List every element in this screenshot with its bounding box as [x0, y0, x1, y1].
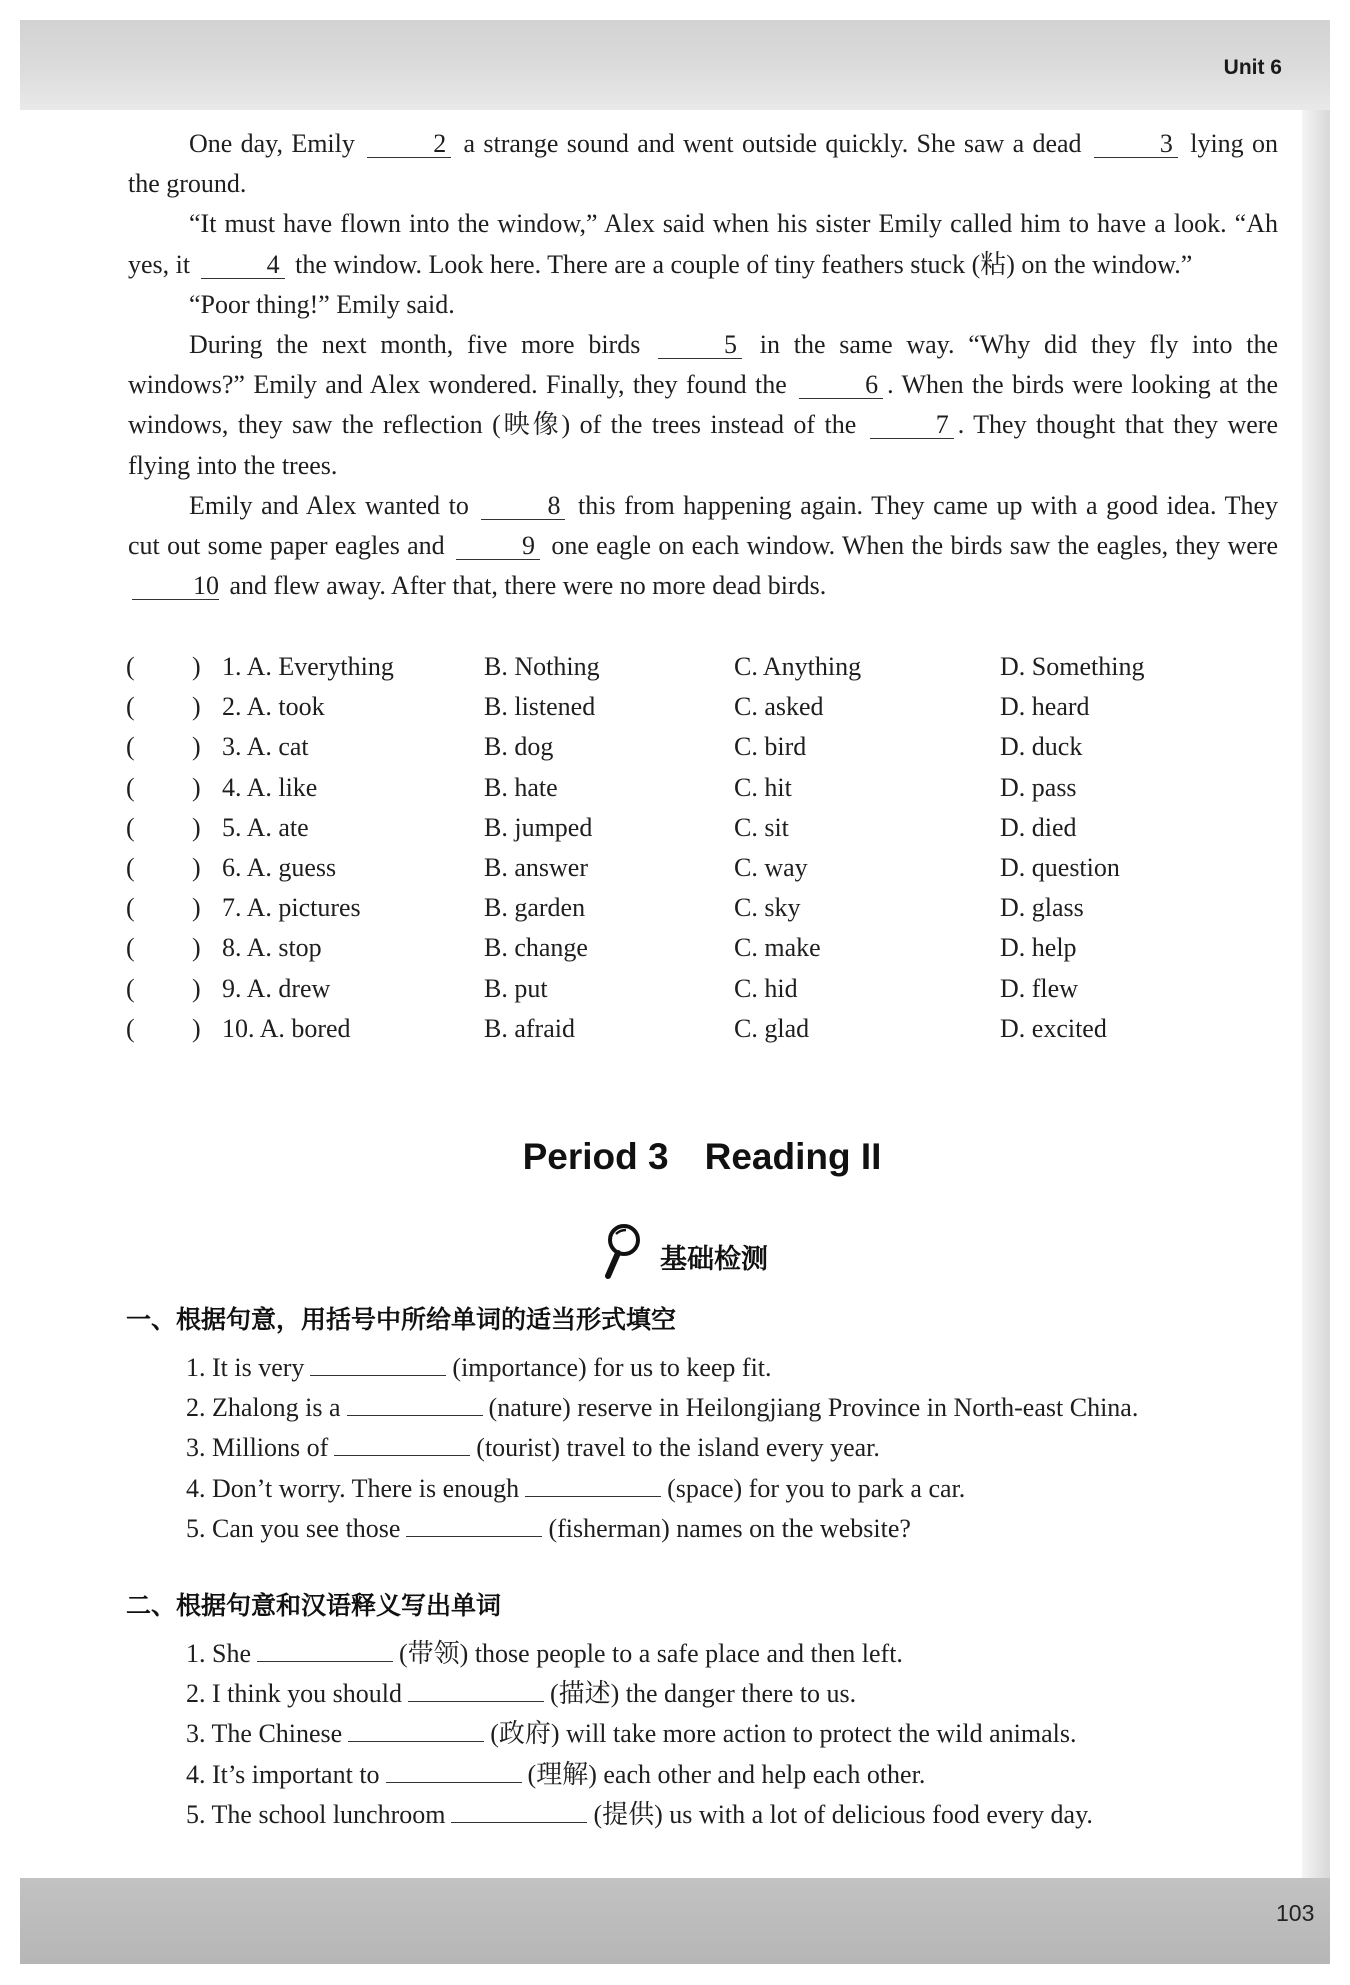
question-text: 1. She [186, 1639, 251, 1668]
option-row [126, 647, 1276, 687]
passage-paragraph [128, 486, 1278, 607]
option-b: B. change [484, 933, 588, 963]
answer-paren-close: ) [192, 772, 201, 802]
option-b: B. answer [484, 852, 588, 882]
option-d: D. Something [1000, 652, 1145, 681]
page-edge-shadow [1302, 110, 1330, 1878]
question-text: 4. It’s important to [186, 1759, 380, 1789]
answer-paren-close: ) [192, 933, 201, 963]
option-c: C. hit [734, 772, 792, 802]
passage-text: Emily and Alex wanted to [189, 490, 478, 520]
option-d: D. heard [1000, 692, 1090, 722]
section1-heading: 一、根据句意，用括号中所给单词的适当形式填空 [126, 1305, 677, 1334]
question-text: 3. Millions of [186, 1433, 329, 1463]
cloze-blank[interactable]: 7 [870, 412, 954, 439]
section2-questions [186, 1634, 1093, 1835]
passage-paragraph [128, 204, 1278, 284]
option-d: D. excited [1000, 1013, 1107, 1043]
option-row [126, 969, 1276, 1009]
period-subtitle: Reading II [704, 1136, 882, 1177]
question-hint: (space) for you to park a car. [667, 1473, 966, 1503]
answer-paren-open[interactable]: ( [126, 893, 135, 923]
passage-text: a strange sound and went outside quickly. She saw a dead [455, 129, 1090, 158]
page-number: 103 [1276, 1900, 1315, 1926]
section2-heading: 二、根据句意和汉语释义写出单词 [126, 1591, 502, 1620]
passage-text: in the same way. “Why did they fly into the windows?” Emily and Alex wondered. Finally, they found the [128, 330, 1278, 400]
option-a: 6. A. guess [222, 852, 337, 882]
question-line [186, 1388, 1138, 1428]
period-title [0, 1136, 1350, 1178]
answer-paren-close: ) [192, 852, 201, 882]
answer-paren-open[interactable]: ( [126, 852, 135, 882]
question-text: 5. The school lunchroom [186, 1799, 446, 1829]
question-text: 2. Zhalong is a [186, 1393, 341, 1423]
answer-paren-open[interactable]: ( [126, 812, 135, 842]
question-text: 5. Can you see those [186, 1513, 401, 1543]
passage-text: and flew away. After that, there were no more dead birds. [223, 571, 827, 601]
cloze-blank[interactable]: 9 [456, 533, 540, 560]
answer-blank[interactable] [334, 1433, 470, 1456]
header-band [20, 20, 1330, 110]
option-c: C. glad [734, 1013, 810, 1043]
option-a: 2. A. took [222, 692, 325, 722]
basic-check-title [602, 1220, 768, 1280]
answer-blank[interactable] [348, 1719, 484, 1742]
option-a: 3. A. cat [222, 732, 309, 762]
answer-paren-open[interactable]: ( [126, 732, 135, 762]
option-a: 1. A. Everything [222, 652, 394, 681]
question-text: 4. Don’t worry. There is enough [186, 1473, 520, 1503]
option-d: D. glass [1000, 893, 1084, 923]
cloze-blank[interactable]: 5 [658, 332, 742, 359]
option-a: 9. A. drew [222, 973, 331, 1003]
answer-paren-open[interactable]: ( [126, 933, 135, 963]
answer-paren-close: ) [192, 652, 201, 681]
option-a: 4. A. like [222, 772, 318, 802]
cloze-blank[interactable]: 2 [367, 131, 451, 158]
passage-text: one eagle on each window. When the birds saw the eagles, they were [544, 531, 1278, 561]
cloze-options [126, 647, 1276, 1049]
passage-paragraph [128, 285, 1278, 325]
answer-blank[interactable] [257, 1639, 393, 1662]
option-d: D. duck [1000, 732, 1083, 762]
answer-blank[interactable] [408, 1679, 544, 1702]
question-line [186, 1348, 1138, 1388]
option-row [126, 888, 1276, 928]
question-line [186, 1755, 1093, 1795]
option-a: 8. A. stop [222, 933, 322, 963]
passage-text: . They thought that they were flying into the trees. [128, 410, 1278, 480]
question-text: 2. I think you should [186, 1679, 402, 1709]
answer-paren-open[interactable]: ( [126, 652, 135, 681]
passage-text: lying on the ground. [128, 129, 1278, 199]
option-b: B. hate [484, 772, 558, 802]
question-hint: (带领) those people to a safe place and then left. [399, 1639, 903, 1668]
answer-blank[interactable] [386, 1760, 522, 1783]
option-c: C. Anything [734, 652, 862, 681]
answer-blank[interactable] [451, 1800, 587, 1823]
answer-paren-close: ) [192, 1013, 201, 1043]
answer-paren-open[interactable]: ( [126, 973, 135, 1003]
option-row [126, 1009, 1276, 1049]
section1-questions [186, 1348, 1138, 1549]
question-hint: (理解) each other and help each other. [527, 1759, 926, 1789]
question-hint: (fisherman) names on the website? [548, 1513, 911, 1543]
passage-text: “It must have flown into the window,” Alex said when his sister Emily called him to have a look. “Ah yes, it [128, 209, 1278, 279]
option-a: 7. A. pictures [222, 893, 361, 923]
option-c: C. sit [734, 812, 789, 842]
option-row [126, 848, 1276, 888]
question-line [186, 1469, 1138, 1509]
option-a: 10. A. bored [222, 1013, 351, 1043]
passage-text: During the next month, five more birds [189, 330, 655, 360]
option-d: D. question [1000, 852, 1120, 882]
question-line [186, 1795, 1093, 1835]
option-row [126, 727, 1276, 767]
answer-paren-open[interactable]: ( [126, 772, 135, 802]
question-hint: (政府) will take more action to protect the wild animals. [490, 1719, 1077, 1749]
option-c: C. way [734, 852, 808, 882]
unit-label: Unit 6 [1223, 56, 1282, 79]
option-a: 5. A. ate [222, 812, 309, 842]
option-c: C. sky [734, 893, 801, 923]
option-b: B. put [484, 973, 548, 1003]
option-b: B. Nothing [484, 652, 600, 681]
option-b: B. garden [484, 893, 586, 923]
cloze-blank[interactable]: 8 [481, 493, 565, 520]
question-line [186, 1509, 1138, 1549]
answer-paren-close: ) [192, 692, 201, 722]
option-row [126, 768, 1276, 808]
question-text: 3. The Chinese [186, 1719, 343, 1749]
option-d: D. died [1000, 812, 1077, 842]
option-c: C. bird [734, 732, 807, 762]
question-hint: (nature) reserve in Heilongjiang Province in North-east China. [488, 1393, 1139, 1423]
question-hint: (提供) us with a lot of delicious food every day. [593, 1799, 1093, 1829]
answer-paren-close: ) [192, 812, 201, 842]
passage-text: . When the birds were looking at the windows, they saw the reflection (映像) of the trees instead of the [128, 370, 1278, 440]
answer-paren-open[interactable]: ( [126, 692, 135, 722]
option-row [126, 808, 1276, 848]
option-c: C. hid [734, 973, 798, 1003]
option-b: B. jumped [484, 812, 593, 842]
option-b: B. listened [484, 692, 596, 722]
answer-paren-close: ) [192, 973, 201, 1003]
cloze-blank[interactable]: 3 [1094, 131, 1178, 158]
question-hint: (importance) for us to keep fit. [452, 1353, 772, 1382]
period-number: Period 3 [522, 1136, 669, 1177]
passage-text: the window. Look here. There are a couple of tiny feathers stuck (粘) on the window.” [288, 249, 1193, 279]
passage-paragraph [128, 325, 1278, 486]
option-d: D. flew [1000, 973, 1078, 1003]
option-row [126, 928, 1276, 968]
answer-blank[interactable] [310, 1353, 446, 1376]
option-b: B. afraid [484, 1013, 575, 1043]
answer-blank[interactable] [406, 1514, 542, 1537]
answer-paren-close: ) [192, 732, 201, 762]
passage-text: One day, Emily [189, 129, 364, 158]
answer-blank[interactable] [525, 1474, 661, 1497]
cloze-blank[interactable]: 10 [132, 573, 219, 600]
footer-band [20, 1878, 1330, 1964]
cloze-blank[interactable]: 6 [799, 372, 883, 399]
question-line [186, 1634, 1093, 1674]
question-text: 1. It is very [186, 1353, 305, 1382]
question-line [186, 1674, 1093, 1714]
answer-blank[interactable] [347, 1393, 483, 1416]
option-d: D. help [1000, 933, 1077, 963]
magnifier-icon [602, 1222, 646, 1280]
answer-paren-close: ) [192, 893, 201, 923]
answer-paren-open[interactable]: ( [126, 1013, 135, 1043]
option-c: C. asked [734, 692, 824, 722]
option-d: D. pass [1000, 772, 1077, 802]
option-b: B. dog [484, 732, 554, 762]
question-hint: (tourist) travel to the island every year. [476, 1433, 880, 1463]
passage-text: this from happening again. They came up with a good idea. They cut out some paper eagles and [128, 490, 1278, 561]
question-line [186, 1428, 1138, 1468]
cloze-blank[interactable]: 4 [201, 252, 285, 279]
question-hint: (描述) the danger there to us. [549, 1679, 857, 1709]
passage-paragraph [128, 124, 1278, 204]
basic-check-label: 基础检测 [660, 1244, 768, 1275]
option-c: C. make [734, 933, 821, 963]
option-row [126, 687, 1276, 727]
cloze-passage [128, 124, 1278, 606]
passage-text: “Poor thing!” Emily said. [189, 289, 455, 319]
question-line [186, 1714, 1093, 1754]
